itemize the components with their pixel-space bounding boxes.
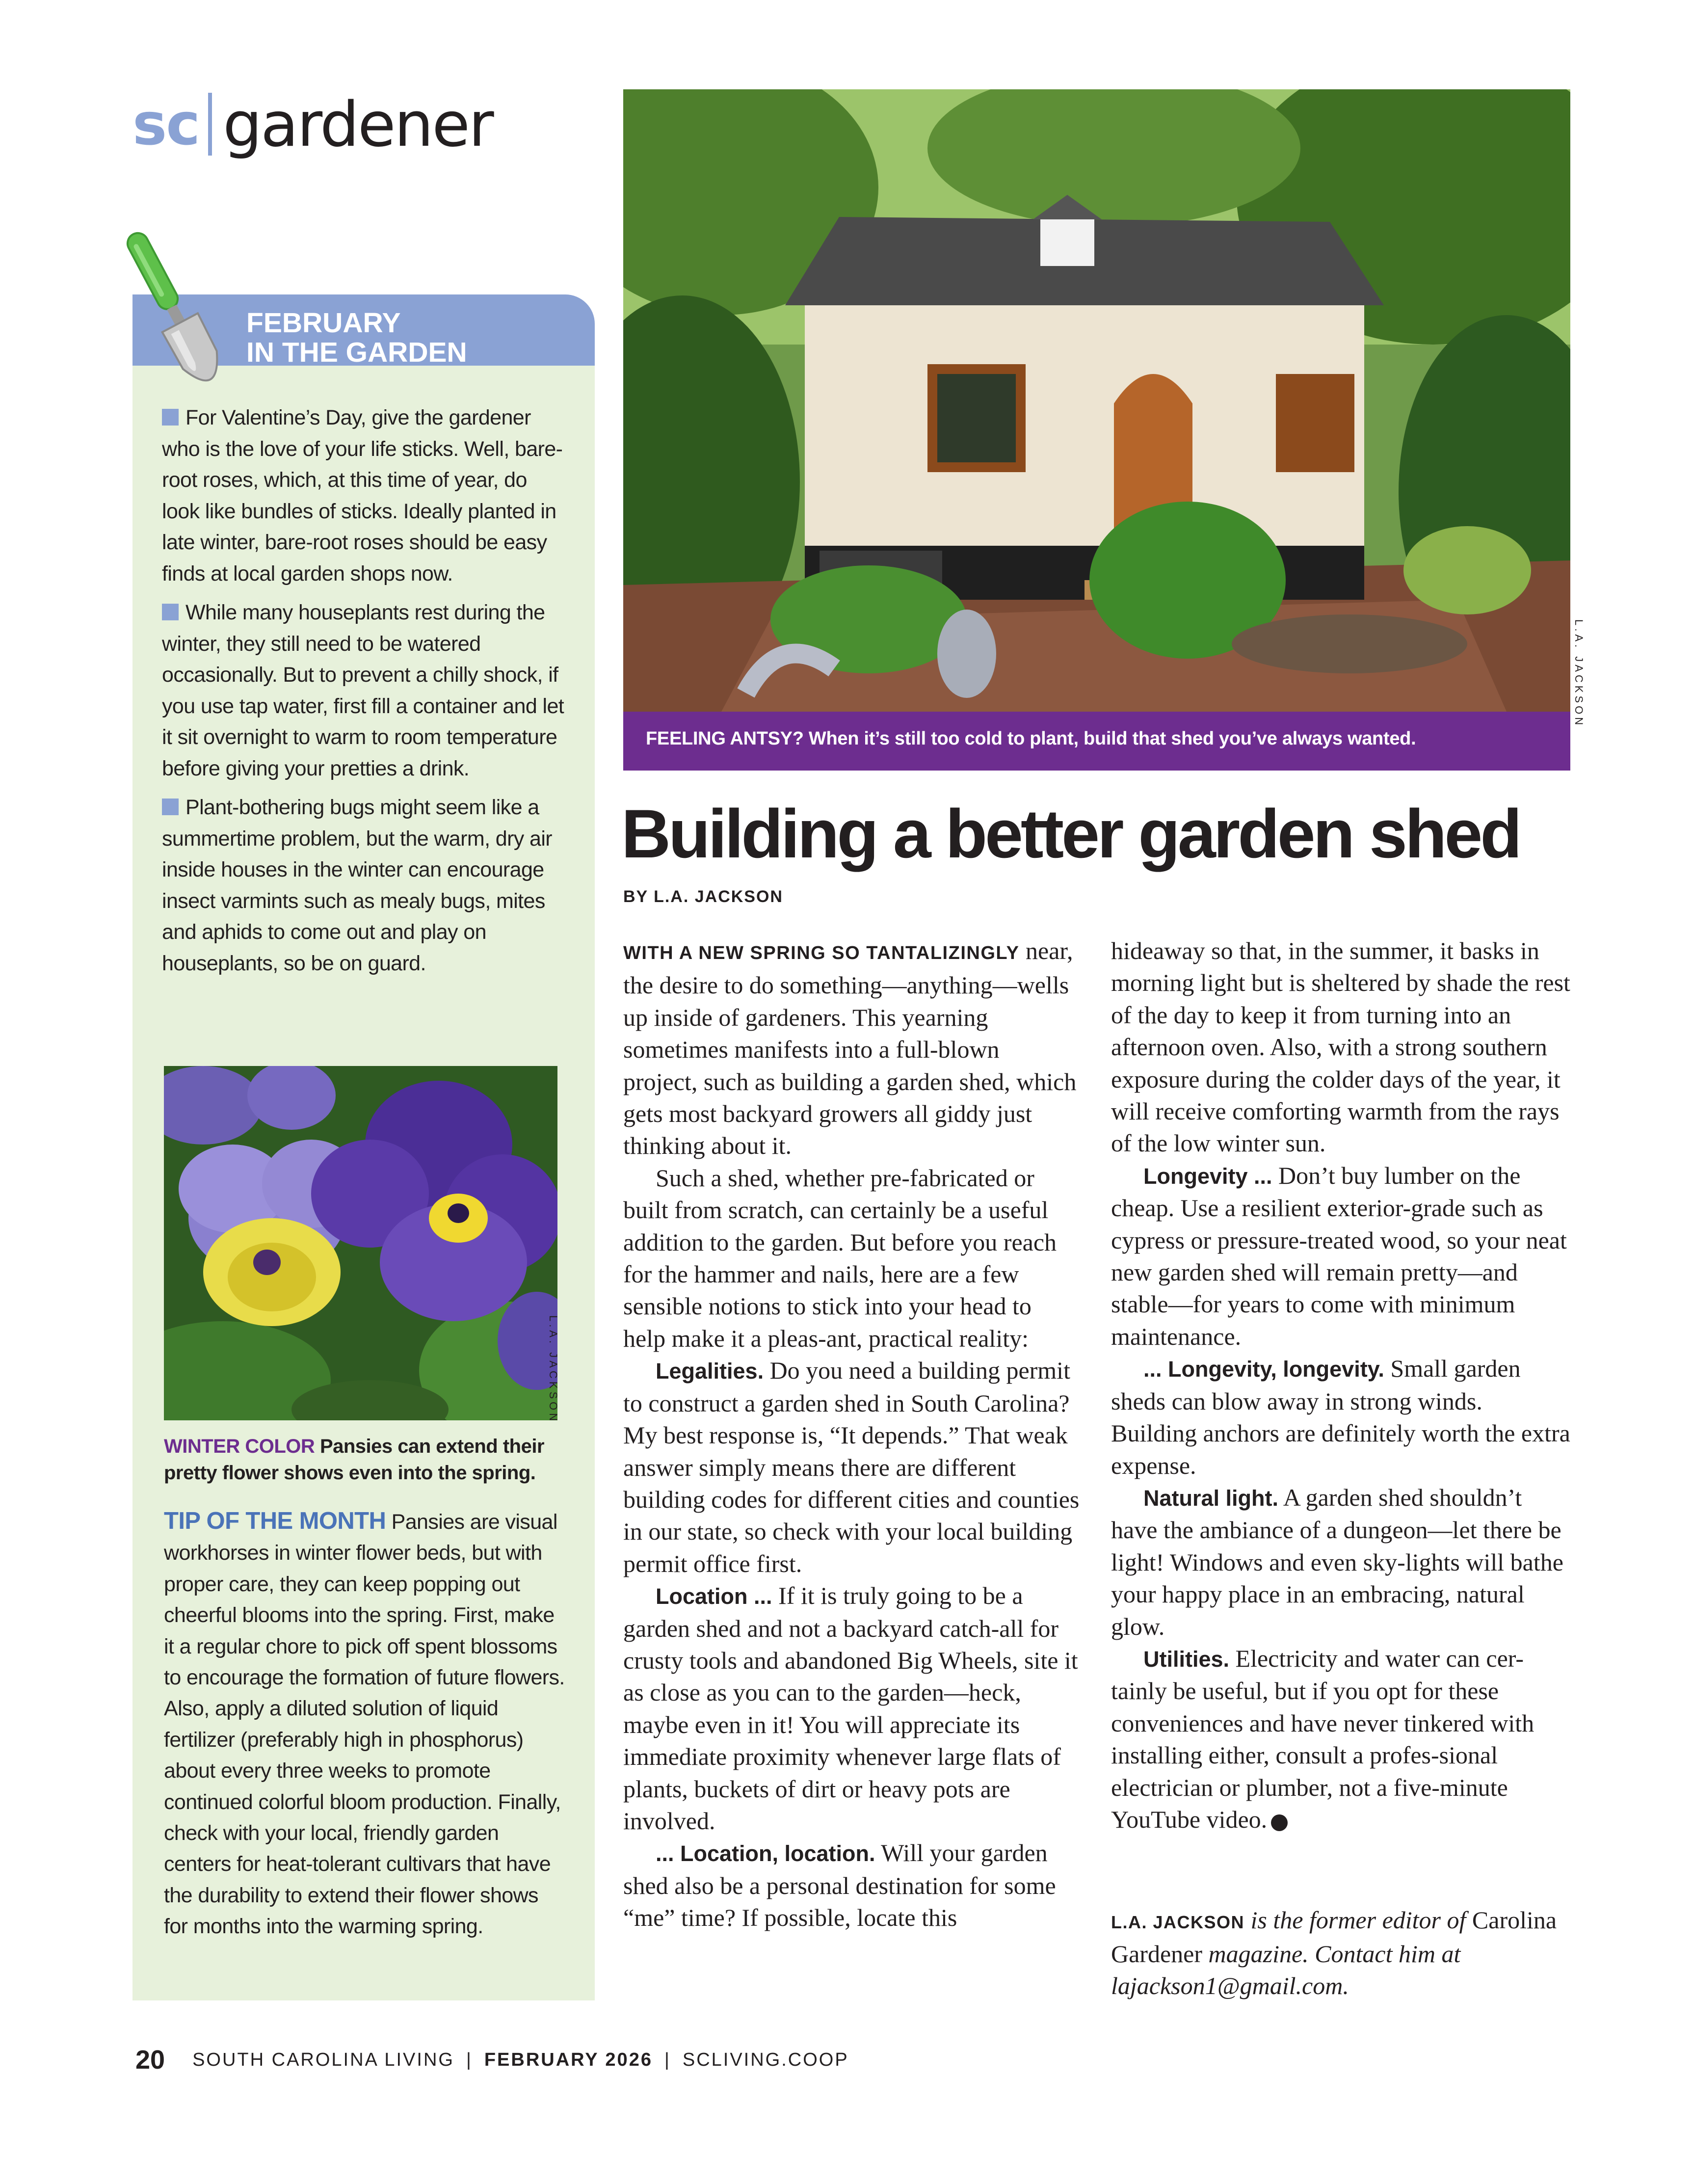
pansy-photo-credit: L.A. JACKSON bbox=[547, 1315, 559, 1424]
garden-shed-photo bbox=[623, 89, 1570, 712]
article-byline: BY L.A. JACKSON bbox=[623, 887, 783, 906]
section-runin-longevity-longevity: ... Longevity, longevity. bbox=[1143, 1357, 1384, 1382]
masthead-name: gardener bbox=[223, 88, 493, 160]
article-lead-in: WITH A NEW SPRING SO TANTALIZINGLY bbox=[623, 943, 1020, 963]
section-runin-utilities: Utilities. bbox=[1143, 1646, 1230, 1672]
footer-separator: | bbox=[664, 2049, 671, 2070]
author-bio-name: L.A. JACKSON bbox=[1111, 1912, 1245, 1932]
tip-of-the-month-text: Pansies are visual workhorses in winter flower beds, but with proper care, they can keep popping out cheerful blooms into the spring. First, make it a regular chore to pick off spent blossoms to encourage the formation of future flowers. Also, apply a diluted solution of liquid fertilizer (preferably high in phosphorus) about every three weeks to promote continued colorful bloom production. Finally, check with your local, friendly garden centers for heat-tolerant cultivars that have the durability to extend their flower shows for months into the warming spring. bbox=[164, 1510, 565, 1939]
article-column-2 bbox=[1111, 935, 1570, 1836]
sc-endmark-icon: SC bbox=[1271, 1814, 1288, 1831]
section-runin-longevity: Longevity ... bbox=[1143, 1163, 1272, 1189]
article-text: A garden shed shouldn’t have the ambiance of a dungeon—let there be light! Windows and even sky-lights will bathe your happy place in an embracing, natural glow. bbox=[1111, 1483, 1563, 1640]
author-bio-contact: magazine. Contact him at lajackson1@gmail.com. bbox=[1111, 1940, 1461, 1999]
article-column-1 bbox=[623, 935, 1080, 1934]
article-text: Don’t buy lumber on the cheap. Use a resilient exterior-grade such as cypress or pressure-treated wood, so your neat new garden shed will remain pretty—and stable—for years to come with minimum maintenance. bbox=[1111, 1161, 1567, 1350]
trowel-icon bbox=[108, 216, 255, 412]
tip-of-the-month-lead: TIP OF THE MONTH bbox=[164, 1508, 386, 1534]
footer-website: SCLIVING.COOP bbox=[682, 2049, 849, 2070]
footer-issue: FEBRUARY 2026 bbox=[484, 2049, 653, 2070]
article-paragraph bbox=[623, 1162, 1080, 1355]
footer-separator: | bbox=[466, 2049, 473, 2070]
pansy-caption-lead: WINTER COLOR bbox=[164, 1436, 315, 1457]
author-bio-text: is the former editor of bbox=[1244, 1906, 1472, 1934]
article-paragraph bbox=[623, 1580, 1080, 1837]
square-bullet-icon bbox=[162, 799, 179, 815]
square-bullet-icon bbox=[162, 604, 179, 620]
article-paragraph bbox=[623, 1837, 1080, 1934]
pansy-photo bbox=[164, 1066, 557, 1420]
article-text: Electricity and water can cer-tainly be useful, but if you opt for these conveniences and have never tinkered with installing either, consult a profes-sional electrician or plumber, not a five-minute YouTube video. bbox=[1111, 1644, 1534, 1833]
article-text: hideaway so that, in the summer, it basks in morning light but is sheltered by shade the rest of the day to keep it from turning into an afternoon oven. Also, with a strong southern exposure during the colder days of the year, it will receive comforting warmth from the rays of the low winter sun. bbox=[1111, 937, 1570, 1157]
article-text: Do you need a building permit to construct a garden shed in South Carolina? My best response is, “It depends.” That weak answer simply means there are different building codes for different cities and counties in our state, so check with your local building permit office first. bbox=[623, 1357, 1080, 1577]
garden-tip-text: While many houseplants rest during the winter, they still need to be watered occasionally. But to prevent a chilly shock, if you use tap water, first fill a container and let it sit overnight to warm to room temperature before giving your pretties a drink. bbox=[162, 601, 564, 780]
garden-tip-text: For Valentine’s Day, give the gardener who is the love of your life sticks. Well, bare-root roses, which, at this time of year, do look like bundles of sticks. Ideally planted in late winter, bare-root roses should be easy finds at local garden shops now. bbox=[162, 406, 563, 586]
sidebar-heading bbox=[246, 308, 551, 367]
article-paragraph bbox=[1111, 1482, 1570, 1643]
square-bullet-icon bbox=[162, 409, 179, 426]
author-bio bbox=[1111, 1904, 1570, 2002]
pansy-caption bbox=[164, 1433, 556, 1486]
article-text: near, the desire to do something—anything—wells up inside of gardeners. This yearning sometimes manifests into a full-blown project, such as building a garden shed, which gets most backyard growers all giddy just thinking about it. bbox=[623, 937, 1077, 1160]
article-paragraph bbox=[1111, 1353, 1570, 1482]
masthead-divider bbox=[208, 93, 212, 156]
pansy-caption-text: Pansies can extend their pretty flower shows even into the spring. bbox=[164, 1436, 545, 1484]
author-bio-publication: Carolina Gardener bbox=[1111, 1906, 1557, 1968]
section-runin-location-location: ... Location, location. bbox=[656, 1841, 875, 1866]
article-headline: Building a better garden shed bbox=[621, 795, 1520, 872]
garden-tip bbox=[162, 402, 564, 589]
article-paragraph bbox=[623, 935, 1080, 1162]
footer-publication: SOUTH CAROLINA LIVING bbox=[192, 2049, 454, 2070]
garden-tip-text: Plant-bothering bugs might seem like a summertime problem, but the warm, dry air inside houses in the winter can encourage insect varmints such as mealy bugs, mites and aphids to come out and play on houseplants, so be on guard. bbox=[162, 796, 553, 975]
article-text: Such a shed, whether pre-fabricated or built from scratch, can certainly be a useful addition to the garden. But before you reach for the hammer and nails, here are a few sensible notions to stick into your head to help make it a pleas-ant, practical reality: bbox=[623, 1164, 1057, 1352]
shed-caption: FEELING ANTSY? When it’s still too cold to plant, build that shed you’ve always wanted. bbox=[646, 728, 1416, 749]
article-paragraph bbox=[623, 1355, 1080, 1580]
sidebar-heading-line1: FEBRUARY bbox=[246, 307, 401, 339]
section-runin-legalities: Legalities. bbox=[656, 1358, 764, 1384]
article-paragraph bbox=[1111, 1643, 1570, 1836]
garden-tip bbox=[162, 792, 564, 979]
article-text: Small garden sheds can blow away in strong winds. Building anchors are definitely worth the extra expense. bbox=[1111, 1355, 1570, 1479]
masthead-prefix: sc bbox=[132, 90, 200, 158]
tip-of-the-month bbox=[164, 1506, 566, 1943]
page-footer bbox=[135, 2045, 849, 2075]
section-runin-location: Location ... bbox=[656, 1584, 772, 1609]
article-paragraph bbox=[1111, 935, 1570, 1160]
article-paragraph bbox=[1111, 1160, 1570, 1353]
garden-tips-list bbox=[162, 402, 564, 987]
article-text: If it is truly going to be a garden shed and not a backyard catch-all for crusty tools and abandoned Big Wheels, site it as close as you can to the garden—heck, maybe even in it! You will appreciate its immediate proximity whenever large flats of plants, buckets of dirt or heavy pots are involved. bbox=[623, 1582, 1078, 1835]
masthead bbox=[132, 82, 493, 166]
sidebar-heading-line2: IN THE GARDEN bbox=[246, 337, 467, 368]
page-number: 20 bbox=[135, 2045, 165, 2075]
article-text: Will your garden shed also be a personal destination for some “me” time? If possible, locate this bbox=[623, 1839, 1056, 1932]
shed-photo-credit: L.A. JACKSON bbox=[1573, 619, 1585, 728]
garden-tip bbox=[162, 597, 564, 784]
section-runin-natural-light: Natural light. bbox=[1143, 1485, 1279, 1511]
